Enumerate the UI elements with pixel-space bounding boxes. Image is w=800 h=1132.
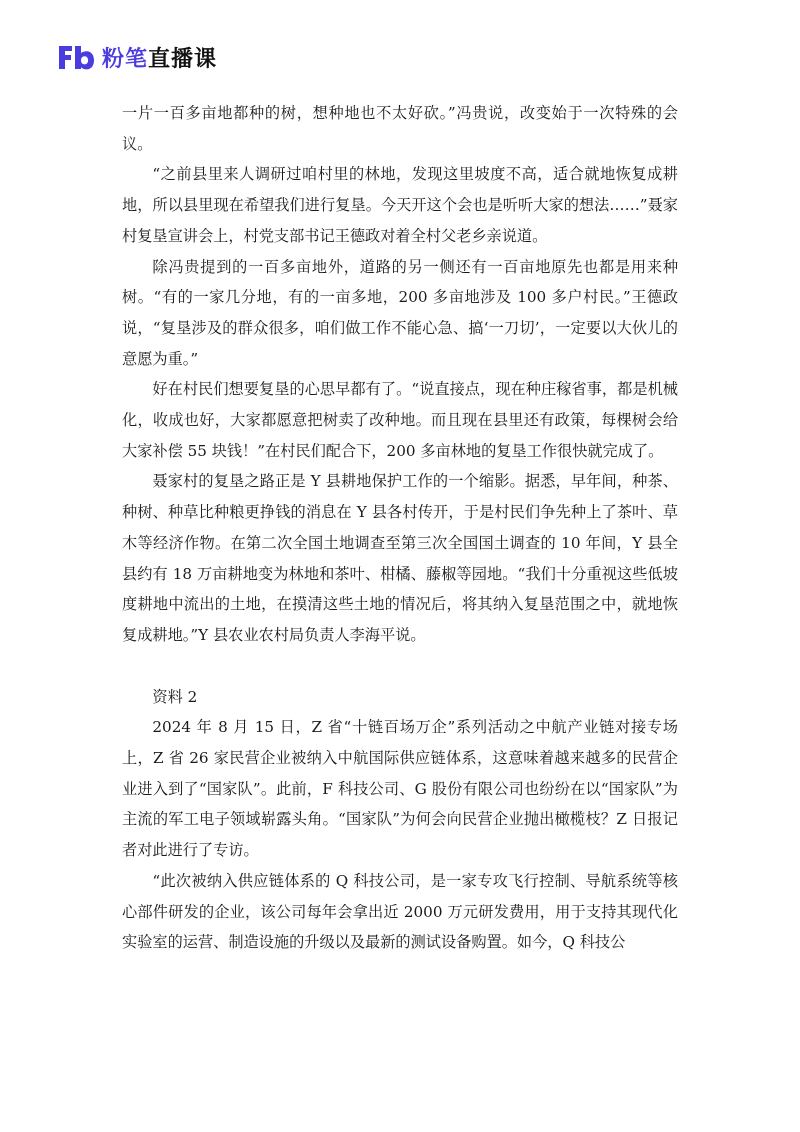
brand-prefix: 粉笔 bbox=[102, 46, 149, 72]
page-header bbox=[56, 40, 217, 74]
paragraph: 2024 年 8 月 15 日，Z 省“十链百场万企”系列活动之中航产业链对接专场上，Z 省 26 家民营企业被纳入中航国际供应链体系，这意味着越来越多的民营企业进入到了“国家队”。此前，F 科技公司、G 股份有限公司也纷纷在以“国家队”为主流的军工电子领域崭露头角。“国家队”为何会向民营企业抛出橄榄枝？Z 日报记者对此进行了专访。 bbox=[122, 718, 678, 860]
fb-logo-icon bbox=[56, 42, 96, 72]
paragraph: “之前县里来人调研过咱村里的林地，发现这里坡度不高，适合就地恢复成耕地，所以县里现在希望我们进行复垦。今天开这个会也是听听大家的想法……”聂家村复垦宣讲会上，村党支部书记王德政对着全村父老乡亲说道。 bbox=[122, 165, 678, 245]
paragraph: 一片一百多亩地都种的树，想种地也不太好砍。”冯贵说，改变始于一次特殊的会议。 bbox=[122, 104, 678, 153]
section-title: 资料 2 bbox=[152, 687, 198, 706]
paragraph: 好在村民们想要复垦的心思早都有了。“说直接点，现在种庄稼省事，都是机械化，收成也好，大家都愿意把树卖了改种地。而且现在县里还有政策，每棵树会给大家补偿 55 块钱！”在村民们配合下，200 多亩林地的复垦工作很快就完成了。 bbox=[122, 380, 678, 460]
paragraph: 聂家村的复垦之路正是 Y 县耕地保护工作的一个缩影。据悉，早年间，种茶、种树、种草比种粮更挣钱的消息在 Y 县各村传开，于是村民们争先种上了茶叶、草木等经济作物。在第二次全国土地调查至第三次全国国土调查的 10 年间，Y 县全县约有 18 万亩耕地变为林地和茶叶、柑橘、藤椒等园地。“我们十分重视这些低坡度耕地中流出的土地，在摸清这些土地的情况后，将其纳入复垦范围之中，就地恢复成耕地。”Y 县农业农村局负责人李海平说。 bbox=[122, 472, 678, 644]
paragraph: “此次被纳入供应链体系的 Q 科技公司，是一家专攻飞行控制、导航系统等核心部件研发的企业，该公司每年会拿出近 2000 万元研发费用，用于支持其现代化实验室的运营、制造设施的升级以及最新的测试设备购置。如今，Q 科技公 bbox=[122, 871, 678, 952]
paragraph: 除冯贵提到的一百多亩地外，道路的另一侧还有一百亩地原先也都是用来种树。“有的一家几分地，有的一亩多地，200 多亩地涉及 100 多户村民。”王德政说，“复垦涉及的群众很多，咱们做工作不能心急、搞‘一刀切’，一定要以大伙儿的意愿为重。” bbox=[122, 257, 678, 368]
document-body bbox=[122, 98, 678, 958]
brand-suffix: 直播课 bbox=[148, 46, 218, 72]
brand-name bbox=[102, 42, 217, 73]
section-spacer bbox=[122, 651, 678, 682]
